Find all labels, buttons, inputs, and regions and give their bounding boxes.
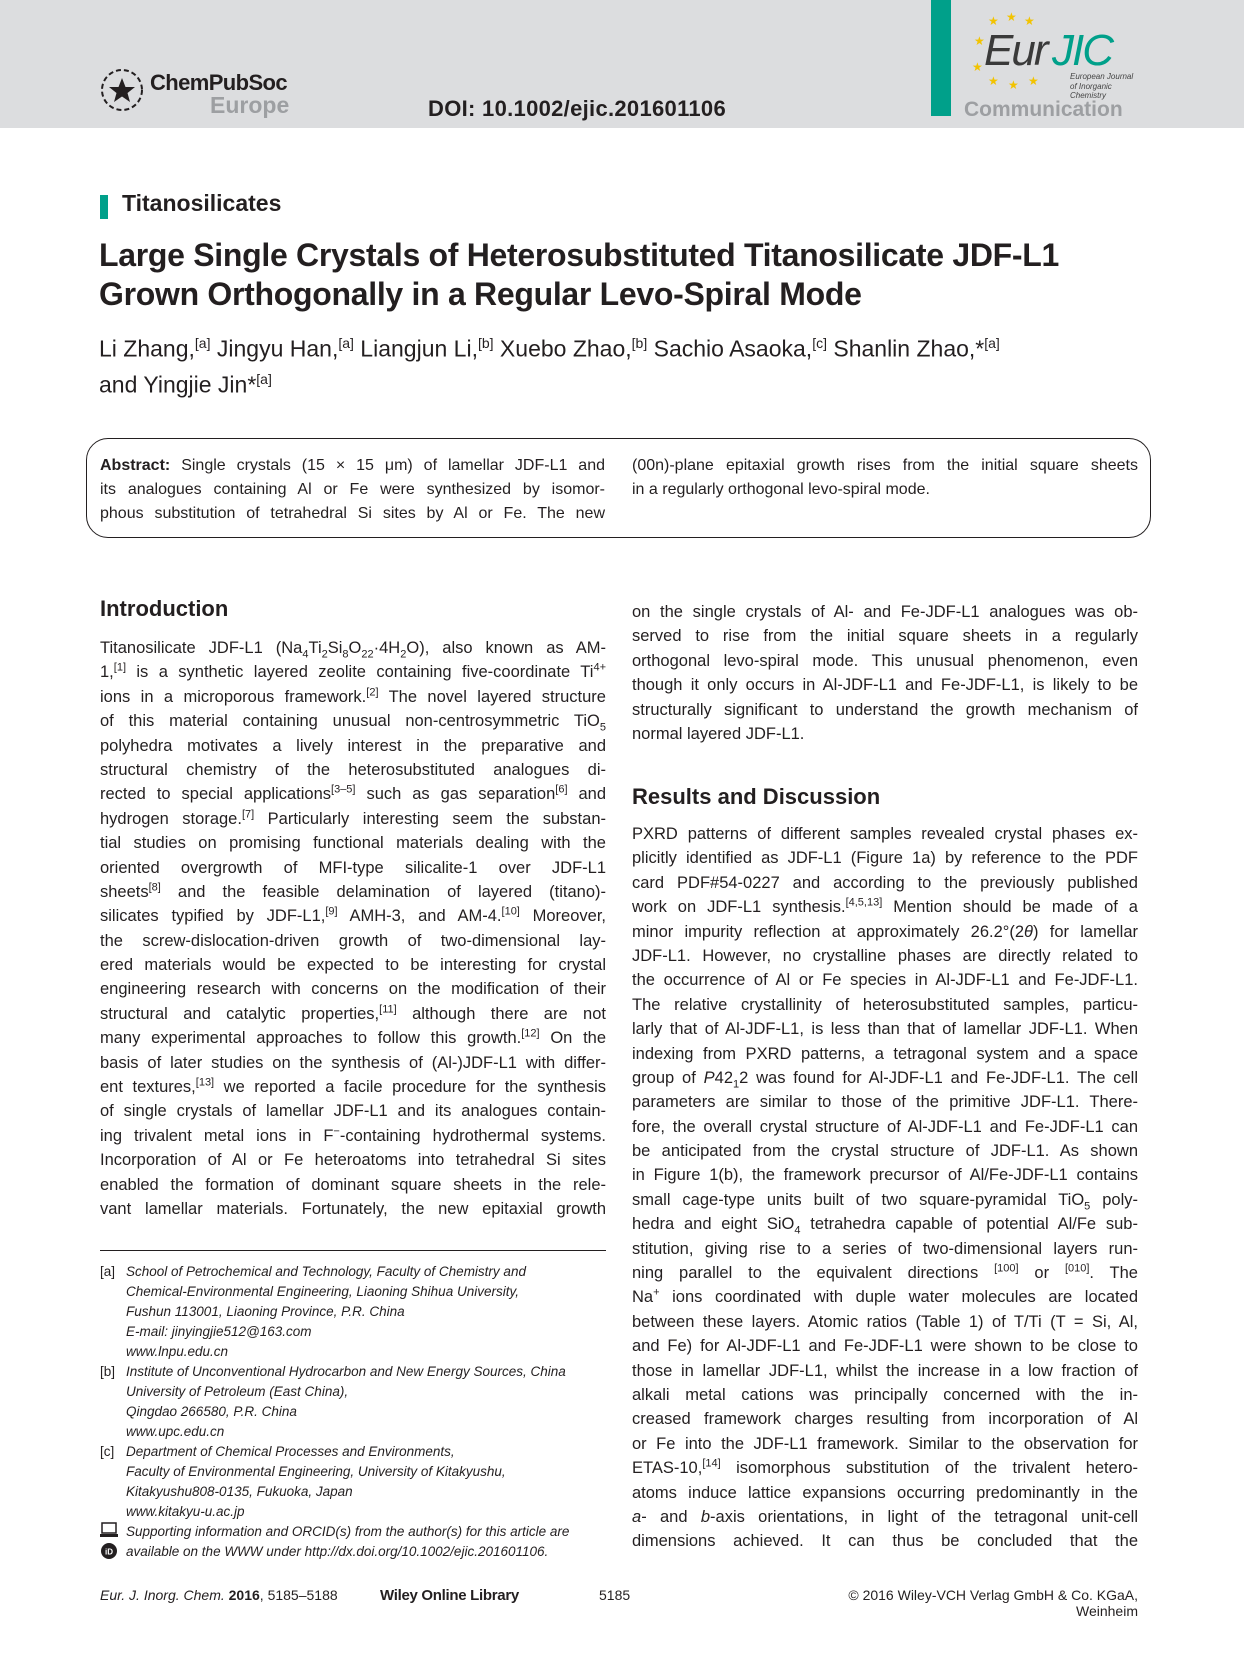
section-label: Titanosilicates [122,190,282,216]
star-icon: ★ [988,74,999,88]
journal-subtitle-1: European Journal [1070,72,1134,81]
text-line: creased framework charges resulting from incorporation of Al [632,1410,1138,1429]
text-line: the screw-dislocation-driven growth of two-dimensional lay- [100,931,606,950]
text-line: hedra and eight SiO$_4$ tetrahedra capable of potential Al/Fe sub- [632,1215,1138,1237]
text-line: and Fe) for Al-JDF-L1 and Fe-JDF-L1 were shown to be close to [632,1337,1138,1356]
text-line: Incorporation of Al or Fe heteroatoms into tetrahedral Si sites [100,1151,606,1170]
text-line: ered materials would be expected to be interesting for crystal [100,956,606,975]
text-line: those in lamellar JDF-L1, whilst the increase in a low fraction of [632,1361,1138,1380]
doi-link[interactable]: DOI: 10.1002/ejic.201601106 [428,96,726,121]
copyright: © 2016 Wiley-VCH Verlag GmbH & Co. KGaA, Weinheim [848,1587,1138,1619]
text-line: fore, the overall crystal structure of Al-JDF-L1 and Fe-JDF-L1 can [632,1117,1138,1136]
journal-logo-eur: Eur [984,26,1047,75]
results-heading: Results and Discussion [632,784,881,809]
text-line: many experimental approaches to follow this growth.[12] On the [100,1027,607,1048]
text-line: Titanosilicate JDF-L1 $(Na_4Ti_2Si_8O_{22}\cdot 4H_2O)$, also known as AM- [100,639,606,661]
text-line: tial studies on promising functional materials dealing with the [100,834,606,853]
text-line: The relative crystallinity of heterosubstituted samples, particu- [632,995,1138,1014]
text-line: engineering research with concerns on the modification of their [100,980,606,999]
affiliation-line [100,1422,610,1442]
affiliation-line [100,1322,610,1342]
text-line: parameters are similar to those of the primitive JDF-L1. There- [632,1093,1138,1112]
abstract-line: its analogues containing Al or Fe were synthesized by isomor- [100,481,605,498]
text-line: structurally significant to understand the growth mechanism of [632,700,1138,719]
text-line: Na+ ions coordinated with duple water molecules are located [632,1286,1138,1307]
affiliation-key: [b] [100,1364,116,1379]
text-line: group of $P42_12$ was found for Al-JDF-L1 and Fe-JDF-L1. The cell [632,1068,1138,1091]
wiley-online-library-link[interactable]: Wiley Online Library [380,1587,519,1604]
abstract-line: (00n)-plane epitaxial growth rises from the initial square sheets [632,457,1138,474]
eurjic-logo [960,8,1140,98]
text-line: atoms induce lattice expansions occurring predominantly in the [632,1483,1138,1502]
affiliation-text: www.kitakyu-u.ac.jp [126,1504,245,1519]
text-line: silicates typified by JDF-L1,[9] AMH-3, and AM-4.[10] Moreover, [100,905,606,926]
text-line: basis of later studies on the synthesis of (Al-)JDF-L1 with differ- [100,1053,606,1072]
article-type: Communication [964,98,1123,121]
abstract-label: Abstract: [100,457,171,474]
affiliation-text: Qingdao 266580, P.R. China [126,1404,297,1419]
svg-text:iD: iD [105,1547,113,1557]
page-number: 5185 [599,1587,631,1603]
text-line: in Figure 1(b), the framework precursor of Al/Fe-JDF-L1 contains [632,1166,1138,1185]
star-icon: ★ [988,14,999,28]
affiliation-text: Kitakyushu808-0135, Fukuoka, Japan [126,1484,353,1499]
text-line: vant lamellar materials. Fortunately, the new epitaxial growth [100,1199,606,1218]
affiliation-text: Faculty of Environmental Engineering, University of Kitakyushu, [126,1464,506,1479]
citation: Eur. J. Inorg. Chem. 2016, 5185–5188 [100,1587,338,1603]
affiliation-line [100,1482,610,1502]
affiliation-line [100,1382,610,1402]
supporting-info-line [100,1522,610,1542]
text-line: dimensions achieved. It can thus be concluded that the [632,1532,1138,1551]
affiliation-text: E-mail: jinyingjie512@163.com [126,1324,312,1339]
affiliation-key: [a] [100,1264,116,1279]
supporting-info-text[interactable]: available on the WWW under http://dx.doi.org/10.1002/ejic.201601106. [126,1544,549,1559]
text-line: structural chemistry of the heterosubstituted analogues di- [100,760,606,779]
text-line: polyhedra motivates a lively interest in the preparative and [100,736,606,755]
affiliation-text: School of Petrochemical and Technology, Faculty of Chemistry and [126,1264,526,1279]
text-line: ent textures,[13] we reported a facile procedure for the synthesis [100,1076,606,1097]
affiliation-line [100,1502,610,1522]
text-line: served to rise from the initial square sheets in a regularly [632,627,1138,646]
affiliation-line [100,1282,610,1302]
affiliation-line [100,1262,610,1282]
star-icon: ★ [1008,78,1019,92]
supporting-info-line [100,1542,610,1562]
text-line: a- and b-axis orientations, in light of the tetragonal unit-cell [632,1507,1138,1526]
text-line: plicitly identified as JDF-L1 (Figure 1a) by reference to the PDF [632,849,1138,868]
text-line: ing trivalent metal ions in F−-containing hydrothermal systems. [100,1125,606,1145]
text-line: of this material containing unusual non-centrosymmetric TiO$_5$ [100,712,606,734]
text-line: ions in a microporous framework.[2] The novel layered structure [100,686,606,706]
text-line: be anticipated from the crystal structure of JDF-L1. As shown [632,1142,1138,1161]
affiliation-line [100,1462,610,1482]
text-line: structural and catalytic properties,[11] although there are not [100,1003,606,1023]
title-line: Large Single Crystals of Heterosubstituted Titanosilicate JDF-L1 [99,237,1059,273]
text-line: on the single crystals of Al- and Fe-JDF-L1 analogues was ob- [632,603,1138,621]
text-line: normal layered JDF-L1. [632,724,805,743]
authors-line: Li Zhang,[a] Jingyu Han,[a] Liangjun Li,[b] Xuebo Zhao,[b] Sachio Asaoka,[c] Shanlin Zhao,*[a] [99,335,1000,362]
text-line: 1,[1] is a synthetic layered zeolite containing five-coordinate $Ti^{4+}$ [100,661,606,682]
results-body [632,822,1138,1554]
publisher-name: ChemPubSoc [150,70,288,95]
computer-icon [100,1522,118,1544]
text-line: JDF-L1. However, no crystalline phases are directly related to [632,946,1138,965]
affiliation-text: Department of Chemical Processes and Environments, [126,1444,455,1459]
star-icon: ★ [974,34,985,48]
orcid-icon [100,1542,118,1566]
text-line: indexing from PXRD patterns, a tetragonal system and a space [632,1044,1138,1063]
star-icon: ★ [1006,10,1017,24]
text-line: stitution, giving rise to a series of two-dimensional layers run- [632,1239,1138,1258]
section-marker [100,195,108,219]
text-line: though it only occurs in Al-JDF-L1 and Fe-JDF-L1, is likely to be [632,676,1138,695]
affiliation-key: [c] [100,1444,115,1459]
title-line: Grown Orthogonally in a Regular Levo-Spiral Mode [99,276,862,312]
text-line: oriented overgrowth of MFI-type silicalite-1 over JDF-L1 [100,858,606,877]
chempubsoc-star-icon [98,66,148,116]
brand-bar [931,0,951,116]
affiliation-text: Institute of Unconventional Hydrocarbon and New Energy Sources, China [126,1364,566,1379]
introduction-continued [632,600,1138,746]
affiliation-text: Chemical-Environmental Engineering, Liaoning Shihua University, [126,1284,519,1299]
text-line: hydrogen storage.[7] Particularly interesting seem the substan- [100,808,606,828]
abstract-right [632,454,1138,502]
supporting-info-text: Supporting information and ORCID(s) from the author(s) for this article are [126,1524,570,1539]
text-line: alkali metal cations was principally concerned with the in- [632,1385,1138,1404]
affiliation-line [100,1362,610,1382]
text-line: rected to special applications[3–5] such as gas separation[6] and [100,783,606,804]
text-line: larly that of Al-JDF-L1, is less than that of lamellar JDF-L1. When [632,1020,1138,1039]
affiliation-text: Fushun 113001, Liaoning Province, P.R. China [126,1304,405,1319]
text-line: the occurrence of Al or Fe species in Al-JDF-L1 and Fe-JDF-L1. [632,971,1138,990]
text-line: ning parallel to the equivalent directions [100] or [010]. The [632,1262,1138,1283]
text-line: minor impurity reflection at approximately 26.2°(2θ) for lamellar [632,922,1139,941]
affiliation-text: University of Petroleum (East China), [126,1384,349,1399]
text-line: between these layers. Atomic ratios (Table 1) of T/Ti (T = Si, Al, [632,1312,1138,1331]
abstract-line: phous substitution of tetrahedral Si sites by Al or Fe. The new [100,505,605,522]
footnote-rule [100,1250,606,1251]
text-line: or Fe into the JDF-L1 framework. Similar to the observation for [632,1434,1138,1453]
text-line: small cage-type units built of two square-pyramidal TiO$_5$ poly- [632,1190,1138,1213]
chempubsoc-logo [98,66,288,122]
introduction-heading: Introduction [100,596,229,621]
abstract-line: in a regularly orthogonal levo-spiral mode. [632,481,930,498]
text-line: ETAS-10,[14] isomorphous substitution of the trivalent hetero- [632,1457,1138,1478]
abstract-left [100,454,605,526]
affiliation-line [100,1442,610,1462]
star-icon: ★ [1024,14,1035,28]
author-list [99,328,1159,399]
affiliation-line [100,1342,610,1362]
authors-line: and Yingjie Jin*[a] [99,370,272,398]
star-icon: ★ [972,60,983,74]
affiliation-text: www.lnpu.edu.cn [126,1344,229,1359]
journal-subtitle-2: of Inorganic Chemistry [1070,82,1112,100]
affiliation-text: www.upc.edu.cn [126,1424,225,1439]
text-line: PXRD patterns of different samples revealed crystal phases ex- [632,825,1138,843]
star-icon: ★ [1028,74,1039,88]
affiliation-line [100,1302,610,1322]
text-line: of single crystals of lamellar JDF-L1 and its analogues contain- [100,1102,606,1121]
text-line: orthogonal levo-spiral mode. This unusual phenomenon, even [632,651,1138,670]
text-line: card PDF#54-0227 and according to the previously published [632,873,1138,892]
introduction-body [100,636,606,1221]
text-line: sheets[8] and the feasible delamination of layered (titano)- [100,881,606,901]
affiliation-line [100,1402,610,1422]
abstract-line: Abstract: Single crystals (15 × 15 μm) of lamellar JDF-L1 and [100,457,606,474]
publisher-region: Europe [210,92,290,118]
text-line: enabled the formation of dominant square sheets in the rele- [100,1175,606,1194]
text-line: work on JDF-L1 synthesis.[4,5,13] Mention should be made of a [632,896,1138,917]
article-title [99,236,1159,314]
journal-logo-jic: JIC [1052,26,1112,75]
